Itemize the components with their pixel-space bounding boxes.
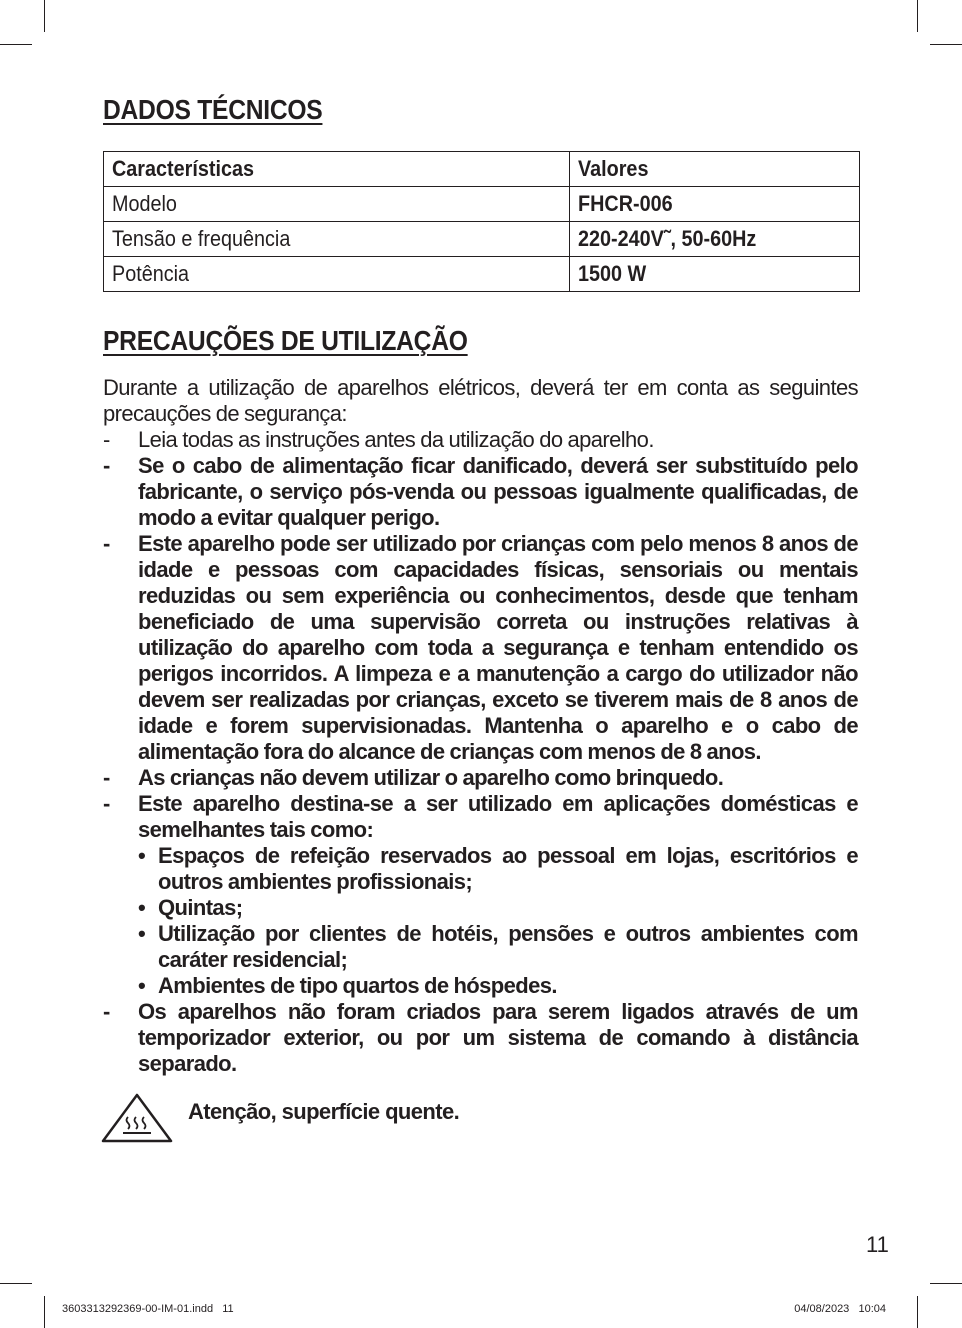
bullet-marker: • bbox=[138, 973, 146, 998]
dash-marker: - bbox=[103, 453, 110, 478]
list-item: - Leia todas as instruções antes da utilização do aparelho. bbox=[103, 427, 654, 452]
precautions-heading: PRECAUÇÕES DE UTILIZAÇÃO bbox=[103, 325, 468, 356]
list-item: - Se o cabo de alimentação ficar danificado, deverá ser substituído pelo fabricante, o serviço pós-venda ou pessoas igualmente qualificadas, de modo a evitar qualquer perigo. bbox=[103, 453, 858, 530]
page-number: 11 bbox=[866, 1232, 889, 1257]
table-cell: Tensão e frequência bbox=[104, 222, 570, 257]
technical-data-table bbox=[103, 151, 860, 292]
sub-list-item: • Quintas; bbox=[138, 895, 243, 920]
dash-marker: - bbox=[103, 427, 110, 452]
sub-list-item: • Ambientes de tipo quartos de hóspedes. bbox=[138, 973, 557, 998]
crop-mark bbox=[917, 1296, 918, 1328]
table-cell: Potência bbox=[104, 257, 570, 292]
list-item: - Este aparelho pode ser utilizado por crianças com pelo menos 8 anos de idade e pessoas com capacidades físicas, sensoriais ou mentais reduzidas ou sem experiência ou conhecimentos, desde que tenham beneficiado de uma supervisão correta ou instruções relativas à utilização do aparelho com toda a segurança e tenham entendido os perigos incorridos. A limpeza e a manutenção a cargo do utilizador não devem ser realizadas por crianças, exceto se tiverem mais de 8 anos de idade e forem supervisionadas. Mantenha o aparelho e o cabo de alimentação fora do alcance de crianças com menos de 8 anos. bbox=[103, 531, 858, 764]
footer-filename: 3603313292369-00-IM-01.indd 11 bbox=[62, 1303, 234, 1315]
list-item: - As crianças não devem utilizar o aparelho como brinquedo. bbox=[103, 765, 724, 790]
technical-data-heading: DADOS TÉCNICOS bbox=[103, 94, 323, 125]
precautions-body bbox=[103, 375, 858, 1077]
table-cell: 220-240V˜, 50-60Hz bbox=[570, 222, 860, 257]
dash-marker: - bbox=[103, 791, 110, 816]
dash-marker: - bbox=[103, 765, 110, 790]
crop-mark bbox=[917, 0, 918, 32]
crop-mark bbox=[44, 1296, 45, 1328]
table-row bbox=[104, 222, 860, 257]
footer-timestamp: 04/08/2023 10:04 bbox=[794, 1303, 886, 1315]
dash-marker: - bbox=[103, 999, 110, 1024]
list-item: - Este aparelho destina-se a ser utilizado em aplicações domésticas e semelhantes tais como: bbox=[103, 791, 858, 842]
bullet-marker: • bbox=[138, 921, 146, 946]
list-item: - Os aparelhos não foram criados para serem ligados através de um temporizador exterior, ou por um sistema de comando à distância separado. bbox=[103, 999, 858, 1076]
table-row bbox=[104, 187, 860, 222]
crop-mark bbox=[930, 44, 962, 45]
table-row bbox=[104, 257, 860, 292]
table-cell: Modelo bbox=[104, 187, 570, 222]
sub-list-item: • Espaços de refeição reservados ao pessoal em lojas, escritórios e outros ambientes profissionais; bbox=[138, 843, 858, 894]
bullet-marker: • bbox=[138, 843, 146, 868]
bullet-marker: • bbox=[138, 895, 146, 920]
hot-surface-warning-icon bbox=[101, 1093, 173, 1143]
crop-mark bbox=[0, 1283, 32, 1284]
table-header-row bbox=[104, 152, 860, 187]
crop-mark bbox=[0, 44, 32, 45]
crop-mark bbox=[44, 0, 45, 32]
hot-surface-warning-text: Atenção, superfície quente. bbox=[188, 1099, 460, 1124]
table-cell: 1500 W bbox=[570, 257, 860, 292]
precautions-intro: Durante a utilização de aparelhos elétricos, deverá ter em conta as seguintes precauções de segurança: bbox=[103, 375, 858, 426]
table-header-cell: Características bbox=[104, 152, 570, 187]
crop-mark bbox=[930, 1283, 962, 1284]
table-cell: FHCR-006 bbox=[570, 187, 860, 222]
sub-list-item: • Utilização por clientes de hotéis, pensões e outros ambientes com caráter residencial; bbox=[138, 921, 858, 972]
dash-marker: - bbox=[103, 531, 110, 556]
table-header-cell: Valores bbox=[570, 152, 860, 187]
